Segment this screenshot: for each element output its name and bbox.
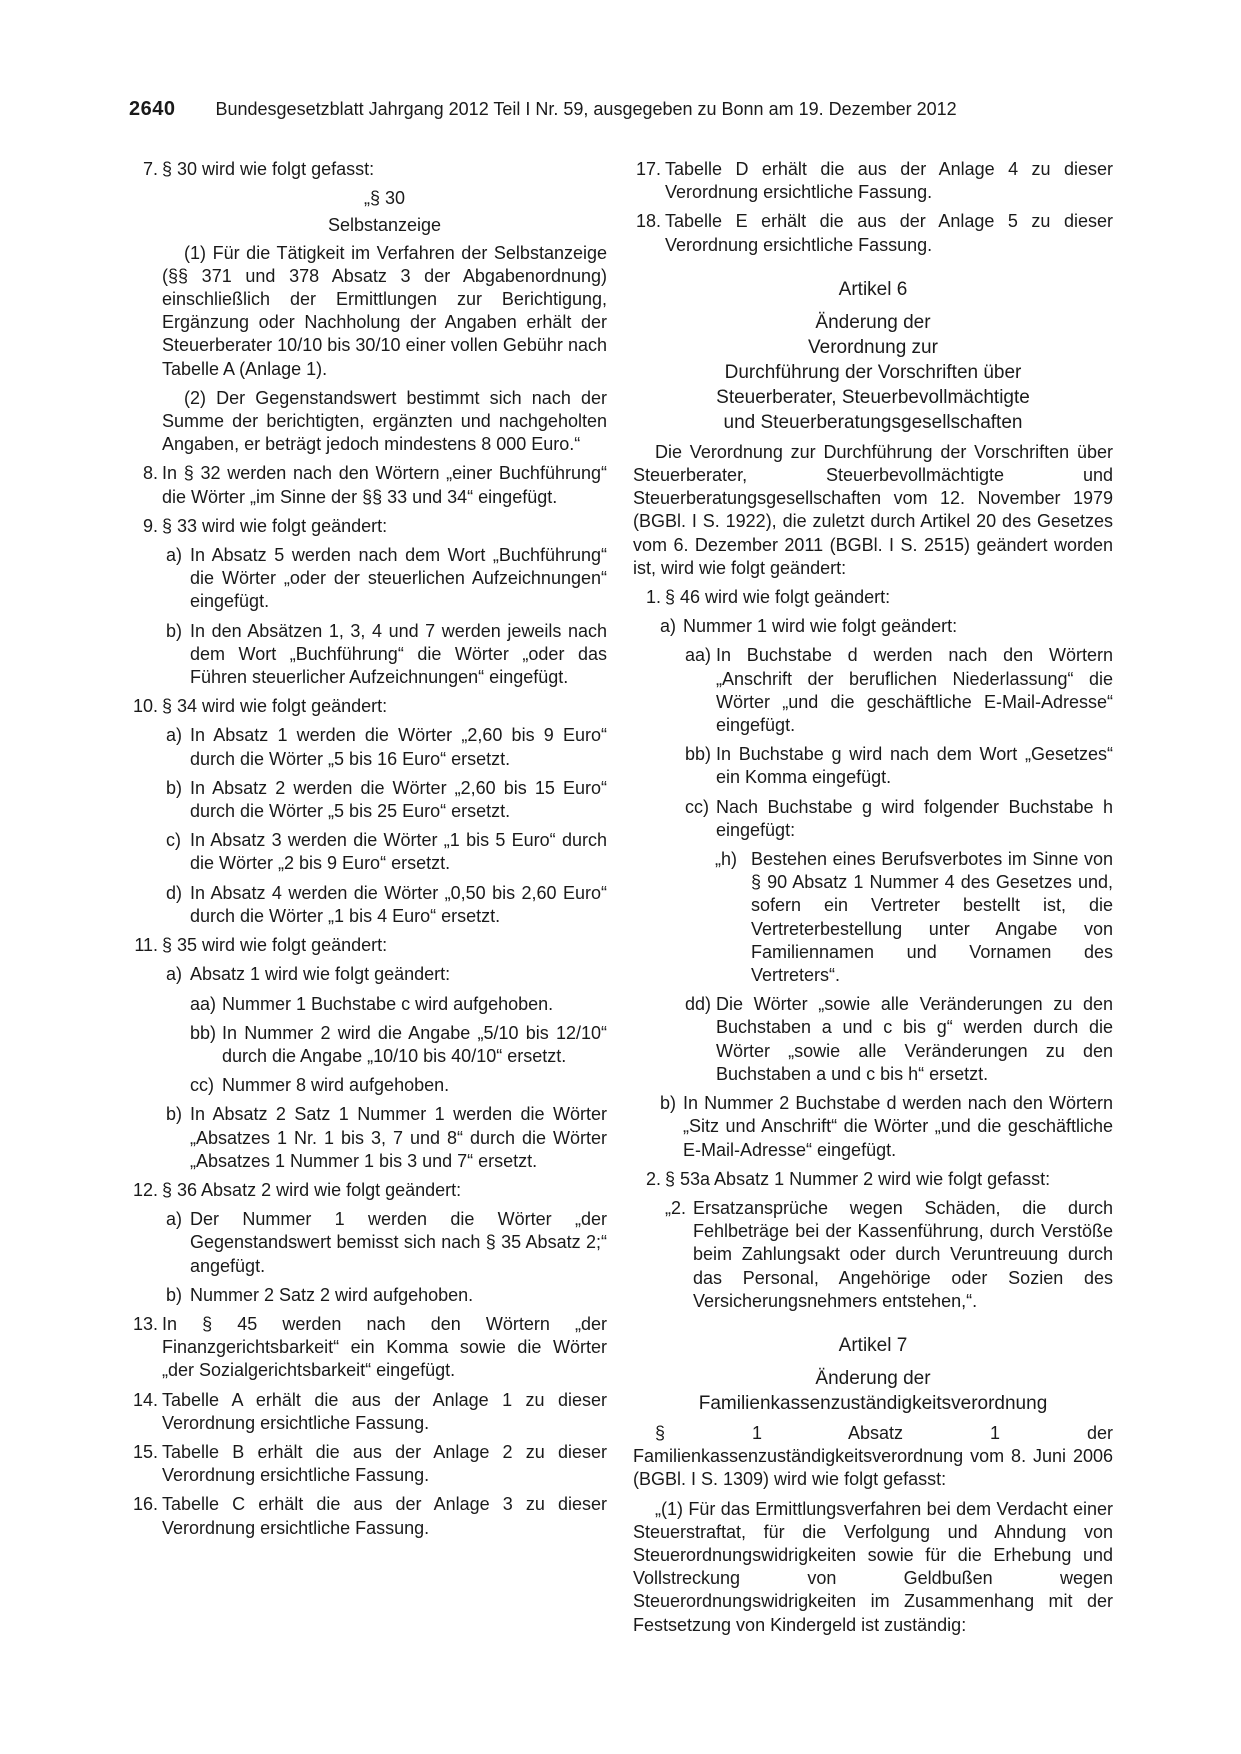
list-item-r1cc <box>633 796 1113 842</box>
item-label: 18. <box>635 211 661 232</box>
item-text: Tabelle E erhält die aus der Anlage 5 zu dieser Verordnung ersichtliche Fassung. <box>665 211 1113 255</box>
list-item-r1aa <box>633 644 1113 737</box>
item-label: 10. <box>132 696 158 717</box>
list-item-10d <box>129 882 607 928</box>
item-text: Nummer 2 Satz 2 wird aufgehoben. <box>190 1284 474 1305</box>
item-text: Die Wörter „sowie alle Veränderungen zu den Buchstaben a und c bis g“ werden durch die Wörter „sowie alle Veränderungen zu den Buchstaben a und c bis h“ ersetzt. <box>716 994 1113 1084</box>
item-text: § 33 wird wie folgt geändert: <box>162 515 388 536</box>
item-label: cc) <box>685 796 709 817</box>
gazette-title: Bundesgesetzblatt Jahrgang 2012 Teil I Nr. 59, ausgegeben zu Bonn am 19. Dezember 2012 <box>215 99 957 119</box>
item-text: In den Absätzen 1, 3, 4 und 7 werden jeweils nach dem Wort „Buchführung“ die Wörter „oder das Führen steuerlicher Aufzeichnungen“ eingefügt. <box>190 620 607 688</box>
list-item-7 <box>129 158 607 181</box>
item-label: a) <box>166 1209 183 1230</box>
item-label: a) <box>660 616 677 637</box>
list-item-8 <box>129 462 607 508</box>
item-label: 17. <box>635 159 661 179</box>
item-label: a) <box>166 725 183 746</box>
item-text: Absatz 1 wird wie folgt geändert: <box>190 964 451 985</box>
right-column <box>633 158 1113 1643</box>
list-item-10a <box>129 724 607 770</box>
article-number: Artikel 6 <box>838 278 908 300</box>
list-item-9b <box>129 620 607 690</box>
item-text: Nach Buchstabe g wird folgender Buchstabe h eingefügt: <box>716 796 1113 840</box>
list-item-r2 <box>633 1168 1113 1191</box>
item-text: In Absatz 4 werden die Wörter „0,50 bis 2,60 Euro“ durch die Wörter „1 bis 4 Euro“ ersetzt. <box>190 882 607 926</box>
item-label: b) <box>166 1104 183 1125</box>
list-item-12 <box>129 1179 607 1202</box>
item-label: d) <box>166 882 183 903</box>
item-label: dd) <box>685 994 712 1015</box>
item-label: 11. <box>134 935 158 956</box>
item-text: In Absatz 1 werden die Wörter „2,60 bis 9 Euro“ durch die Wörter „5 bis 16 Euro“ ersetzt. <box>190 725 607 769</box>
item-text: Nummer 8 wird aufgehoben. <box>222 1075 450 1096</box>
item-text: Tabelle B erhält die aus der Anlage 2 zu dieser Verordnung ersichtliche Fassung. <box>162 1441 607 1486</box>
item-label: 7. <box>142 159 158 179</box>
item-label: 2. <box>645 1168 661 1189</box>
item-label: 16. <box>132 1494 158 1515</box>
page-number: 2640 <box>129 98 176 120</box>
item-label: „h) <box>715 849 737 870</box>
item-label: bb) <box>190 1022 217 1043</box>
article-title-line: und Steuerberatungsgesellschaften <box>723 411 1023 433</box>
item-text: In Absatz 3 werden die Wörter „1 bis 5 Euro“ durch die Wörter „2 bis 9 Euro“ ersetzt. <box>190 830 607 874</box>
list-item-r2-quote <box>633 1197 1113 1313</box>
article-title-line: Durchführung der Vorschriften über <box>724 361 1022 383</box>
list-item-11bb <box>129 1022 607 1068</box>
item-text: § 53a Absatz 1 Nummer 2 wird wie folgt gefasst: <box>665 1168 1051 1189</box>
item-text: § 30 wird wie folgt gefasst: <box>162 159 375 179</box>
list-item-r1a <box>633 615 1113 638</box>
item-label: aa) <box>190 993 217 1014</box>
list-item-10 <box>129 695 607 718</box>
item-label: a) <box>166 545 183 566</box>
item-text: Tabelle C erhält die aus der Anlage 3 zu dieser Verordnung ersichtliche Fassung. <box>162 1494 607 1538</box>
item-label: b) <box>166 1284 183 1305</box>
item-label: b) <box>660 1093 677 1114</box>
list-item-11b <box>129 1103 607 1173</box>
article-6-heading <box>633 277 1113 435</box>
list-item-12b <box>129 1284 607 1307</box>
item-label: 1. <box>645 587 661 608</box>
section-number: „§ 30 <box>363 188 406 209</box>
list-item-11aa <box>129 993 607 1016</box>
item-text: In § 45 werden nach den Wörtern „der Finanzgerichtsbarkeit“ ein Komma sowie die Wörter „der Sozialgerichtsbarkeit“ eingefügt. <box>162 1313 607 1381</box>
item-text: In Absatz 5 werden nach dem Wort „Buchführung“ die Wörter „oder der steuerlichen Aufzeichnungen“ eingefügt. <box>190 545 607 612</box>
item-label: 12. <box>132 1179 158 1200</box>
list-item-11 <box>129 934 607 957</box>
list-item-r1bb <box>633 743 1113 789</box>
item-text: In Nummer 2 wird die Angabe „5/10 bis 12/10“ durch die Angabe „10/10 bis 40/10“ ersetzt. <box>222 1022 607 1066</box>
list-item-10c <box>129 829 607 875</box>
list-item-9 <box>129 515 607 538</box>
item-text: § 34 wird wie folgt geändert: <box>162 696 388 717</box>
article-6-intro: Die Verordnung zur Durchführung der Vorschriften über Steuerberater, Steuerbevollmächtigte und Steuerberatungsgesellschaften vom 12. November 1979 (BGBl. I S. 1922), die zuletzt durch Artikel 20 des Gesetzes vom 6. Dezember 2011 (BGBl. I S. 2515) geändert worden ist, wird wie folgt geändert: <box>633 441 1113 578</box>
item-text: Nummer 1 Buchstabe c wird aufgehoben. <box>222 993 554 1014</box>
list-item-r1b <box>633 1092 1113 1162</box>
item-text: Bestehen eines Berufsverbotes im Sinne von § 90 Absatz 1 Nummer 4 des Gesetzes und, sofern ein Vertreter bestellt ist, die Vertreterbestellung unter Angabe von Familiennamen und Vornamen des Vertreters“. <box>751 849 1113 986</box>
list-item-17 <box>633 158 1113 204</box>
article-7-paragraph-2: „(1) Für das Ermittlungsverfahren bei dem Verdacht einer Steuerstraftat, für die Verfolgung und Ahndung von Steuerordnungswidrigkeiten sowie für die Erhebung und Vollstreckung von Geldbußen wegen Steuerordnungswidrigkeiten im Zusammenhang mit der Festsetzung von Kindergeld ist zuständig: <box>633 1498 1113 1635</box>
article-title-line: Änderung der <box>815 311 931 333</box>
item-text: Der Nummer 1 werden die Wörter „der Gegenstandswert bemisst sich nach § 35 Absatz 2;“ angefügt. <box>190 1209 607 1276</box>
list-item-14 <box>129 1389 607 1435</box>
item-label: 14. <box>132 1389 158 1410</box>
article-title-line: Verordnung zur <box>808 336 938 358</box>
article-7-paragraph-1: § 1 Absatz 1 der Familienkassenzuständigkeitsverordnung vom 8. Juni 2006 (BGBl. I S. 1309) wird wie folgt gefasst: <box>633 1422 1113 1490</box>
list-item-11a <box>129 963 607 986</box>
item-label: c) <box>166 830 181 851</box>
item-text: Ersatzansprüche wegen Schäden, die durch Fehlbeträge bei der Kassenführung, durch Verstöße beim Zahlungsakt oder durch Veruntreuung durch das Personal, Angehörige oder Sozien des Versicherungsnehmers entstehen,“. <box>693 1197 1113 1311</box>
item-label: cc) <box>190 1075 214 1096</box>
item-text: In Absatz 2 Satz 1 Nummer 1 werden die Wörter „Absatzes 1 Nr. 1 bis 3, 7 und 8“ durch die Wörter „Absatzes 1 Nummer 1 bis 3 und 7“ ersetzt. <box>190 1104 607 1171</box>
list-item-16 <box>129 1493 607 1539</box>
list-item-r1dd <box>633 993 1113 1086</box>
list-item-18 <box>633 210 1113 256</box>
item-text: In Absatz 2 werden die Wörter „2,60 bis 15 Euro“ durch die Wörter „5 bis 25 Euro“ ersetzt. <box>190 777 607 822</box>
item-label: 15. <box>132 1441 158 1462</box>
section-paragraph-2: (2) Der Gegenstandswert bestimmt sich nach der Summe der berichtigten, ergänzten und nachgeholten Angaben, er beträgt jedoch mindestens 8 000 Euro.“ <box>162 387 607 455</box>
item-text: § 35 wird wie folgt geändert: <box>162 935 388 956</box>
item-label: 8. <box>142 463 158 484</box>
item-text: In Nummer 2 Buchstabe d werden nach den Wörtern „Sitz und Anschrift“ die Wörter „und die geschäftliche E-Mail-Adresse“ eingefügt. <box>683 1093 1113 1160</box>
article-title-line: Familienkassenzuständigkeitsverordnung <box>698 1392 1048 1414</box>
item-label: 13. <box>132 1313 158 1334</box>
item-label: b) <box>166 620 183 641</box>
list-item-r1 <box>633 586 1113 609</box>
item-label: a) <box>166 964 183 985</box>
list-item-r1h <box>633 848 1113 987</box>
list-item-9a <box>129 544 607 614</box>
list-item-10b <box>129 777 607 823</box>
article-number: Artikel 7 <box>838 1334 908 1356</box>
article-7-heading <box>633 1333 1113 1416</box>
item-text: § 46 wird wie folgt geändert: <box>665 587 891 608</box>
list-item-15 <box>129 1441 607 1487</box>
item-label: „2. <box>665 1197 687 1218</box>
section-paragraph-1: (1) Für die Tätigkeit im Verfahren der Selbstanzeige (§§ 371 und 378 Absatz 3 der Abgabenordnung) einschließlich der Ermittlungen zur Berichtigung, Ergänzung oder Nachholung der Angaben erhält der Steuerberater 10/10 bis 30/10 einer vollen Gebühr nach Tabelle A (Anlage 1). <box>162 242 607 379</box>
article-title-line: Änderung der <box>815 1367 931 1389</box>
item-text: In Buchstabe g wird nach dem Wort „Gesetzes“ ein Komma eingefügt. <box>716 744 1113 788</box>
item-text: In Buchstabe d werden nach den Wörtern „Anschrift der beruflichen Niederlassung“ die Wörter „und die geschäftliche E-Mail-Adresse“ eingefügt. <box>716 645 1113 736</box>
item-text: In § 32 werden nach den Wörtern „einer Buchführung“ die Wörter „im Sinne der §§ 33 und 34“ eingefügt. <box>162 463 607 507</box>
section-30-block <box>129 187 607 456</box>
list-item-13 <box>129 1313 607 1383</box>
item-text: Nummer 1 wird wie folgt geändert: <box>683 616 958 637</box>
list-item-11cc <box>129 1074 607 1097</box>
left-column <box>129 158 607 1546</box>
item-label: 9. <box>142 515 158 536</box>
list-item-12a <box>129 1208 607 1278</box>
article-title-line: Steuerberater, Steuerbevollmächtigte <box>716 386 1030 408</box>
item-text: Tabelle D erhält die aus der Anlage 4 zu dieser Verordnung ersichtliche Fassung. <box>665 159 1113 203</box>
item-label: bb) <box>685 744 712 765</box>
section-title: Selbstanzeige <box>327 215 442 236</box>
item-label: b) <box>166 777 183 798</box>
item-text: § 36 Absatz 2 wird wie folgt geändert: <box>162 1179 462 1200</box>
page-header <box>129 98 1029 128</box>
item-label: aa) <box>685 645 712 666</box>
item-text: Tabelle A erhält die aus der Anlage 1 zu dieser Verordnung ersichtliche Fassung. <box>162 1389 607 1433</box>
